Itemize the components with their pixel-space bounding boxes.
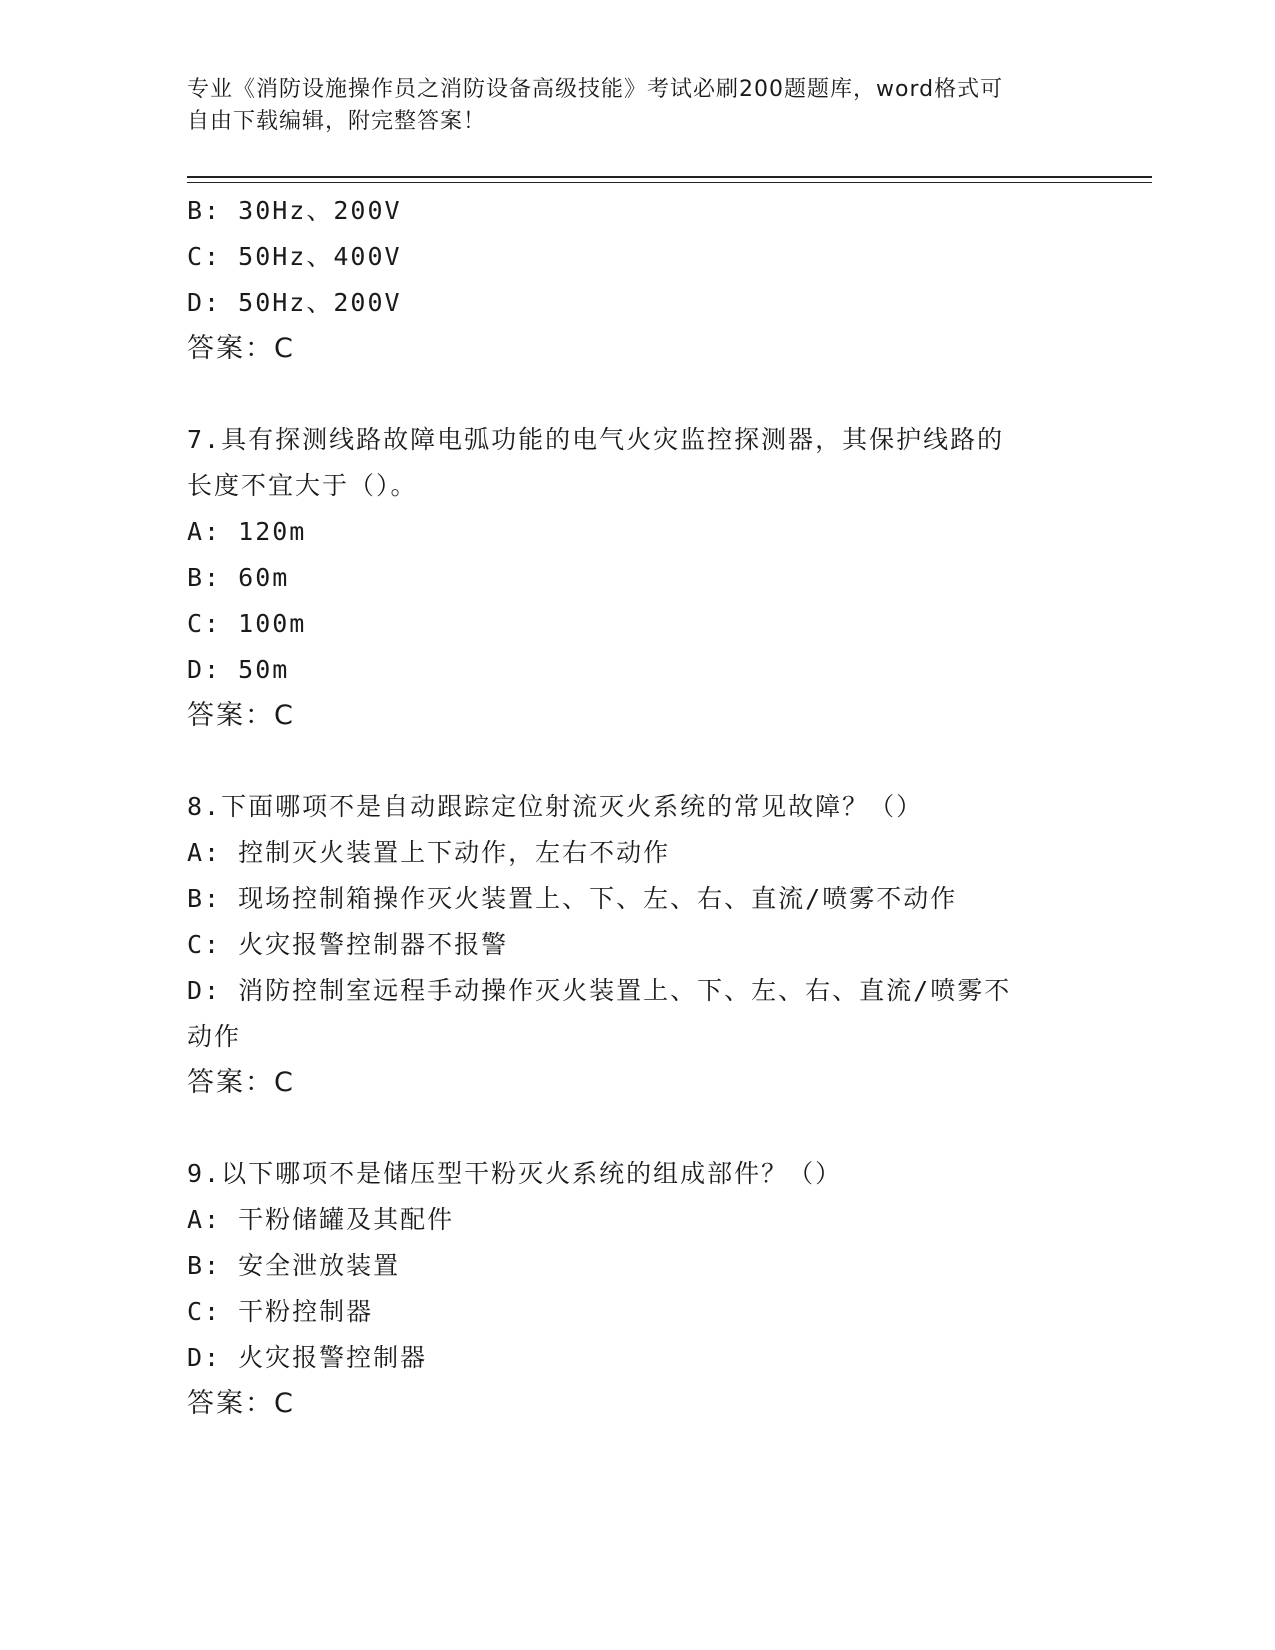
document-header <box>187 74 1067 138</box>
question-6-partial <box>187 188 1067 372</box>
question-7 <box>187 417 1067 739</box>
q9-option-c: C: 干粉控制器 <box>187 1297 374 1326</box>
q8-stem: 8.下面哪项不是自动跟踪定位射流灭火系统的常见故障？（） <box>187 792 924 821</box>
q8-option-b: B: 现场控制箱操作灭火装置上、下、左、右、直流/喷雾不动作 <box>187 884 958 913</box>
q7-stem-line-1: 7.具有探测线路故障电弧功能的电气火灾监控探测器，其保护线路的 <box>187 425 1005 454</box>
q6-option-c: C: 50Hz、400V <box>187 242 402 271</box>
q7-answer: 答案：C <box>187 700 295 731</box>
q7-option-a: A: 120m <box>187 517 307 546</box>
header-line-2: 自由下载编辑，附完整答案！ <box>187 109 487 134</box>
header-divider-thin <box>187 182 1152 183</box>
question-gap <box>187 739 1067 784</box>
q8-answer: 答案：C <box>187 1067 295 1098</box>
q9-stem: 9.以下哪项不是储压型干粉灭火系统的组成部件？（） <box>187 1159 843 1188</box>
question-9 <box>187 1151 1067 1427</box>
q7-option-c: C: 100m <box>187 609 307 638</box>
question-content <box>187 188 1067 1427</box>
q8-option-c: C: 火灾报警控制器不报警 <box>187 930 509 959</box>
q8-option-a: A: 控制灭火装置上下动作，左右不动作 <box>187 838 671 867</box>
q8-option-d-line-1: D: 消防控制室远程手动操作灭火装置上、下、左、右、直流/喷雾不 <box>187 976 1012 1005</box>
q8-option-d-line-2: 动作 <box>187 1022 242 1051</box>
header-line-1: 专业《消防设施操作员之消防设备高级技能》考试必刷200题题库，word格式可 <box>187 77 1004 102</box>
question-gap <box>187 372 1067 417</box>
q7-stem-line-2: 长度不宜大于（）。 <box>187 471 418 500</box>
question-gap <box>187 1106 1067 1151</box>
q6-option-b: B: 30Hz、200V <box>187 196 402 225</box>
question-8 <box>187 784 1067 1106</box>
q7-option-d: D: 50m <box>187 655 290 684</box>
q9-answer: 答案：C <box>187 1388 295 1419</box>
q7-option-b: B: 60m <box>187 563 290 592</box>
q9-option-d: D: 火灾报警控制器 <box>187 1343 428 1372</box>
q6-option-d: D: 50Hz、200V <box>187 288 402 317</box>
header-divider-thick <box>187 176 1152 178</box>
q9-option-a: A: 干粉储罐及其配件 <box>187 1205 455 1234</box>
q6-answer: 答案：C <box>187 333 295 364</box>
q9-option-b: B: 安全泄放装置 <box>187 1251 401 1280</box>
